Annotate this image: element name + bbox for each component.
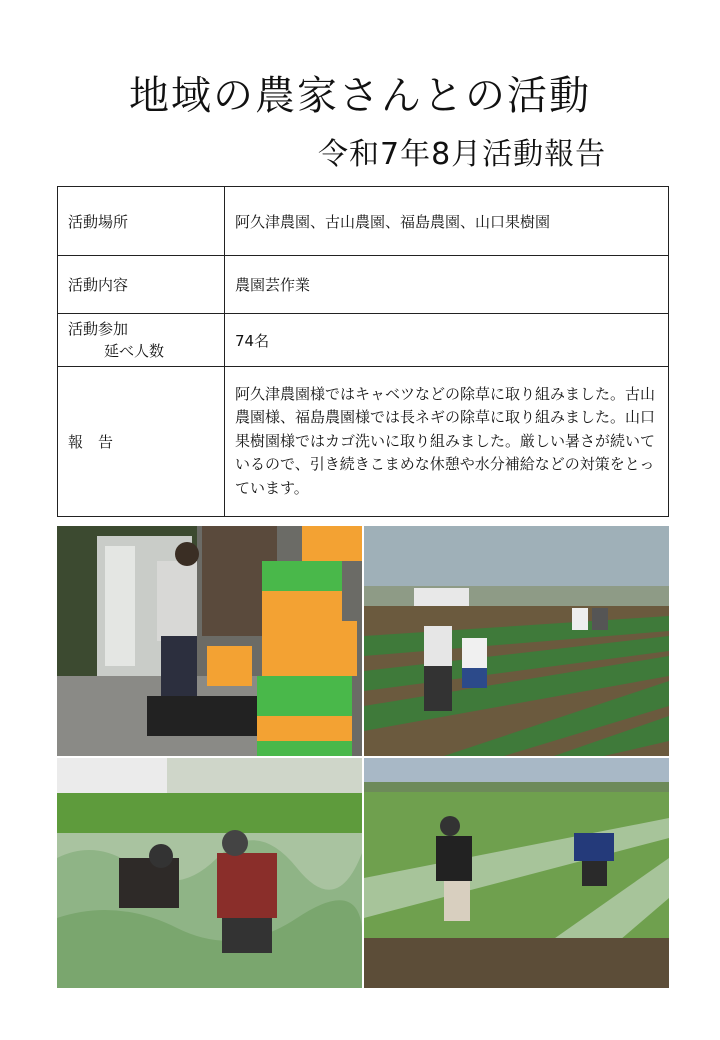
location-label: 活動場所 bbox=[58, 187, 225, 256]
leek-weeding-photo-2 bbox=[364, 758, 669, 988]
table-row bbox=[58, 187, 669, 256]
page-subtitle: 令和7年8月活動報告 bbox=[318, 137, 607, 172]
participants-label-line1: 活動参加 bbox=[68, 320, 129, 338]
cabbage-weeding-photo bbox=[364, 526, 669, 756]
table-row bbox=[58, 256, 669, 314]
participants-label-line2: 延べ人数 bbox=[104, 342, 165, 360]
report-text: 阿久津農園様ではキャベツなどの除草に取り組みました。古山農園様、福島農園様では長ネギの除草に取り組みました。山口果樹園様ではカゴ洗いに取り組みました。厳しい暑さが続いているので、引き続きこまめな休憩や水分補給などの対策をとっています。 bbox=[225, 367, 669, 517]
page-title: 地域の農家さんとの活動 bbox=[129, 73, 591, 119]
content-label: 活動内容 bbox=[58, 256, 225, 314]
table-row bbox=[58, 314, 669, 367]
report-label: 報 告 bbox=[58, 367, 225, 517]
participants-value: 74名 bbox=[225, 314, 669, 367]
basket-washing-photo bbox=[57, 526, 362, 756]
activity-table bbox=[57, 186, 669, 517]
leek-weeding-photo-1 bbox=[57, 758, 362, 988]
participants-label bbox=[58, 314, 225, 367]
content-value: 農園芸作業 bbox=[225, 256, 669, 314]
photo-grid bbox=[57, 526, 669, 986]
location-value: 阿久津農園、古山農園、福島農園、山口果樹園 bbox=[225, 187, 669, 256]
table-row bbox=[58, 367, 669, 517]
